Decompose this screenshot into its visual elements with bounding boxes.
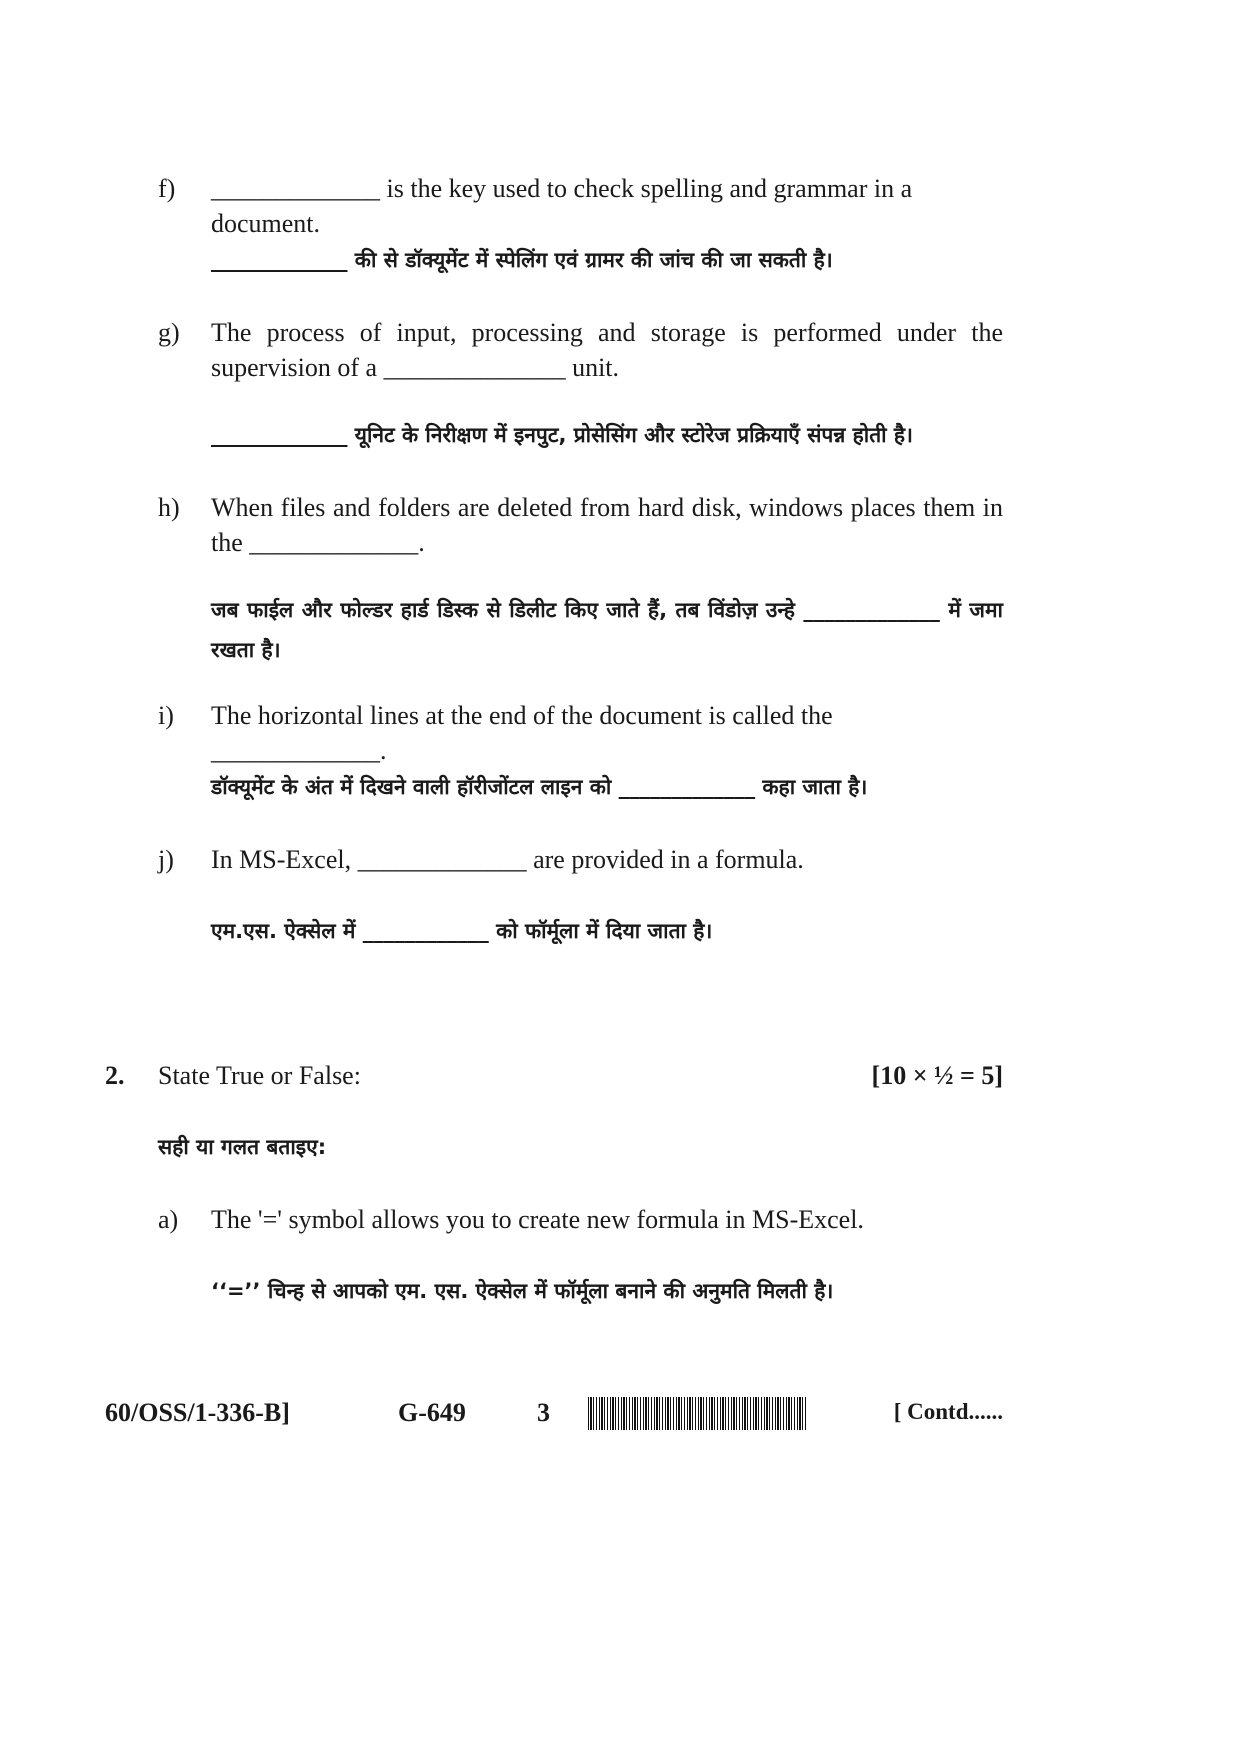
question-hindi: जब फाईल और फोल्डर हार्ड डिस्क से डिलीट किए जाते हैं, तब विंडोज़ उन्हे _____________ में जमा रखता है। [211,598,1003,662]
question-hindi: डॉक्यूमेंट के अंत में दिखने वाली हॉरीजोंटल लाइन को _____________ कहा जाता है। [211,775,868,799]
question-hindi: एम.एस. ऐक्सेल में ____________ को फॉर्मूला में दिया जाता है। [211,919,713,943]
continued-label: [ Contd...... [893,1399,1003,1424]
question-label: g) [158,318,180,347]
question-text: The horizontal lines at the end of the document is called the _____________. [211,701,833,765]
question-label: i) [158,701,174,730]
question-text: _____________ is the key used to check spelling and grammar in a document. [211,174,913,238]
question-label: a) [158,1205,179,1234]
question-number: 2. [105,1061,125,1090]
question-text: In MS-Excel, _____________ are provided in a formula. [211,845,804,874]
barcode-image [588,1397,808,1430]
question-title: State True or False: [158,1061,361,1090]
question-label: j) [158,845,174,874]
question-hindi-title: सही या गलत बताइए: [158,1135,327,1159]
paper-code: 60/OSS/1-336-B] [105,1398,290,1427]
marks-badge: [10 × ½ = 5] [871,1061,1003,1090]
question-text: The process of input, processing and storage is performed under the supervision of a ______________ unit. [211,318,1003,382]
question-text: The '=' symbol allows you to create new formula in MS-Excel. [211,1205,864,1234]
question-label: f) [158,174,176,203]
question-label: h) [158,493,180,522]
question-hindi: _____________ की से डॉक्यूमेंट में स्पेलिंग एवं ग्रामर की जांच की जा सकती है। [211,248,833,272]
page-number: 3 [537,1398,550,1427]
question-hindi: _____________ यूनिट के निरीक्षण में इनपुट, प्रोसेसिंग और स्टोरेज प्रक्रियाएँ संपन्न होती है। [211,423,914,447]
question-hindi: ‘‘=’’ चिन्ह से आपको एम. एस. ऐक्सेल में फॉर्मूला बनाने की अनुमति मिलती है। [211,1279,834,1303]
series-code: G-649 [398,1398,466,1427]
question-text: When files and folders are deleted from hard disk, windows places them in the _____________. [211,493,1003,557]
